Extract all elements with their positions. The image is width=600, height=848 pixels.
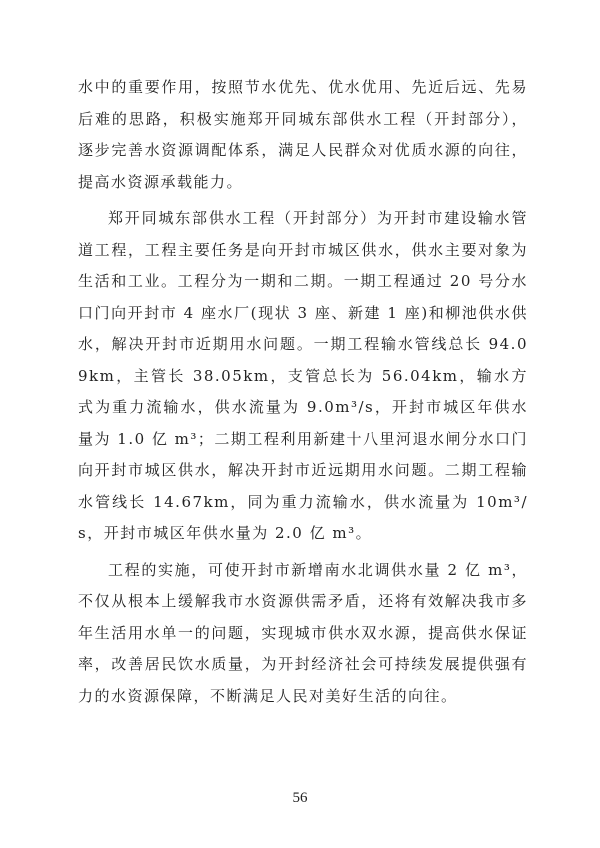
paragraph-project-benefits: 工程的实施，可使开封市新增南水北调供水量 2 亿 m³，不仅从根本上缓解我市水资源供需矛盾，还将有效解决我市多年生活用水单一的问题，实现城市供水双水源，提高供水保证率，改善居民饮水质量，为开封经济社会可持续发展提供强有力的水资源保障，不断满足人民对美好生活的向往。 xyxy=(78,560,528,705)
paragraph-project-overview: 郑开同城东部供水工程（开封部分）为开封市建设输水管道工程，工程主要任务是向开封市城区供水，供水主要对象为生活和工业。工程分为一期和二期。一期工程通过 20 号分水口门向开封市 4 座水厂(现状 3 座、新建 1 座)和柳池供水供水，解决开封市近期用水问题。一期工程输水管线总长 94.09km，主管长 38.05km，支管总长为 56.04km，输水方式为重力流输水，供水流量为 9.0m³/s，开封市城区年供水量为 1.0 亿 m³；二期工程利用新建十八里河退水闸分水口门向开封市城区供水，解决开封市近远期用水问题。二期工程输水管线长 14.67km，同为重力流输水，供水流量为 10m³/s，开封市城区年供水量为 2.0 亿 m³。 xyxy=(78,209,528,542)
page-number: 56 xyxy=(292,790,308,806)
body-text xyxy=(78,72,528,712)
paragraph-continuation: 水中的重要作用，按照节水优先、优水优用、先近后远、先易后难的思路，积极实施郑开同城东部供水工程（开封部分），逐步完善水资源调配体系，满足人民群众对优质水源的向往，提高水资源承载能力。 xyxy=(78,78,528,191)
